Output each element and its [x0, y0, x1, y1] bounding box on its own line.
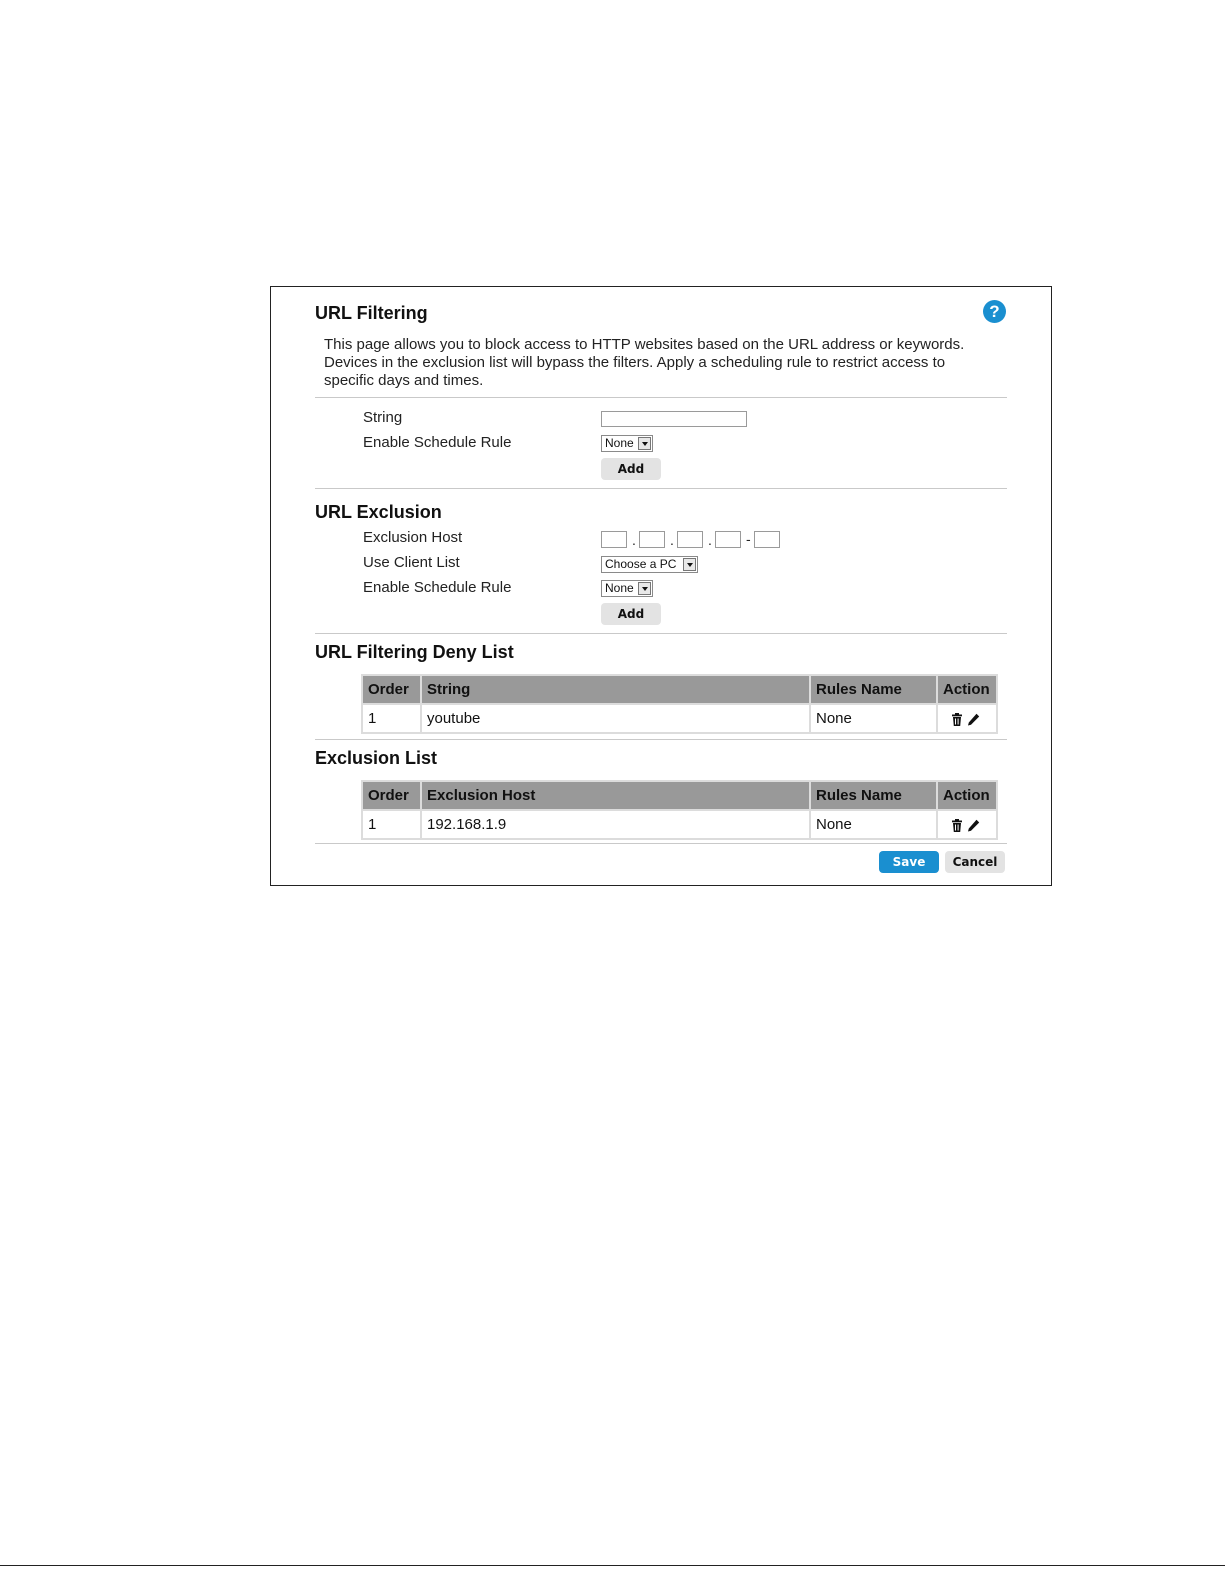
row-string: youtube: [421, 704, 810, 733]
help-icon[interactable]: ?: [983, 300, 1006, 323]
pencil-icon[interactable]: [967, 819, 980, 832]
ip-octet-2-input[interactable]: [639, 531, 665, 548]
exclusion-host-ip-fields: [601, 531, 791, 548]
row-rules-name: None: [810, 704, 937, 733]
cancel-button[interactable]: Cancel: [945, 851, 1005, 873]
exclusion-host-label: Exclusion Host: [363, 529, 463, 546]
divider: [315, 739, 1007, 740]
schedule-rule-label: Enable Schedule Rule: [363, 434, 512, 451]
ip-octet-4-input[interactable]: [715, 531, 741, 548]
row-order: 1: [362, 704, 421, 733]
add-filter-button[interactable]: Add: [601, 458, 661, 480]
ip-range-dash: -: [746, 531, 751, 547]
chevron-down-icon: [638, 582, 651, 595]
column-header-rules-name: Rules Name: [810, 675, 937, 704]
row-exclusion-host: 192.168.1.9: [421, 810, 810, 839]
chevron-down-icon: [683, 558, 696, 571]
column-header-rules-name: Rules Name: [810, 781, 937, 810]
table-row: [362, 704, 997, 733]
url-exclusion-title: URL Exclusion: [315, 502, 442, 522]
exclusion-list-title: Exclusion List: [315, 748, 438, 768]
pencil-icon[interactable]: [967, 713, 980, 726]
add-exclusion-button[interactable]: Add: [601, 603, 661, 625]
exclusion-schedule-rule-label: Enable Schedule Rule: [363, 579, 512, 596]
row-rules-name: None: [810, 810, 937, 839]
column-header-order: Order: [362, 781, 421, 810]
string-label: String: [363, 409, 403, 426]
client-list-select[interactable]: [601, 556, 698, 573]
schedule-rule-select[interactable]: [601, 435, 653, 452]
trash-icon[interactable]: [951, 713, 963, 726]
schedule-rule-value: None: [605, 436, 634, 450]
ip-dot: .: [632, 532, 636, 548]
column-header-order: Order: [362, 675, 421, 704]
column-header-string: String: [421, 675, 810, 704]
trash-icon[interactable]: [951, 819, 963, 832]
row-actions: [937, 704, 997, 733]
deny-list-table: [361, 674, 998, 734]
client-list-value: Choose a PC: [605, 557, 677, 571]
table-header-row: [362, 781, 997, 810]
client-list-label: Use Client List: [363, 554, 460, 571]
ip-range-end-input[interactable]: [754, 531, 780, 548]
string-input[interactable]: [601, 411, 747, 427]
url-filtering-panel: [270, 286, 1052, 886]
deny-list-title: URL Filtering Deny List: [315, 642, 514, 662]
exclusion-schedule-rule-select[interactable]: [601, 580, 653, 597]
divider: [315, 633, 1007, 634]
divider: [315, 397, 1007, 398]
table-header-row: [362, 675, 997, 704]
divider: [315, 843, 1007, 844]
column-header-action: Action: [937, 781, 997, 810]
exclusion-schedule-rule-value: None: [605, 581, 634, 595]
column-header-exclusion-host: Exclusion Host: [421, 781, 810, 810]
ip-octet-3-input[interactable]: [677, 531, 703, 548]
ip-octet-1-input[interactable]: [601, 531, 627, 548]
row-actions: [937, 810, 997, 839]
save-button[interactable]: Save: [879, 851, 939, 873]
column-header-action: Action: [937, 675, 997, 704]
page-bottom-rule: [0, 1565, 1225, 1566]
chevron-down-icon: [638, 437, 651, 450]
exclusion-list-table: [361, 780, 998, 840]
divider: [315, 488, 1007, 489]
row-order: 1: [362, 810, 421, 839]
table-row: [362, 810, 997, 839]
ip-dot: .: [708, 532, 712, 548]
ip-dot: .: [670, 532, 674, 548]
page-description: This page allows you to block access to HTTP websites based on the URL address or keywords. Devices in the exclusion list will bypass the filters. Apply a scheduling rule to restrict access to specific days and times.: [324, 336, 965, 389]
page-title: URL Filtering: [315, 303, 428, 323]
